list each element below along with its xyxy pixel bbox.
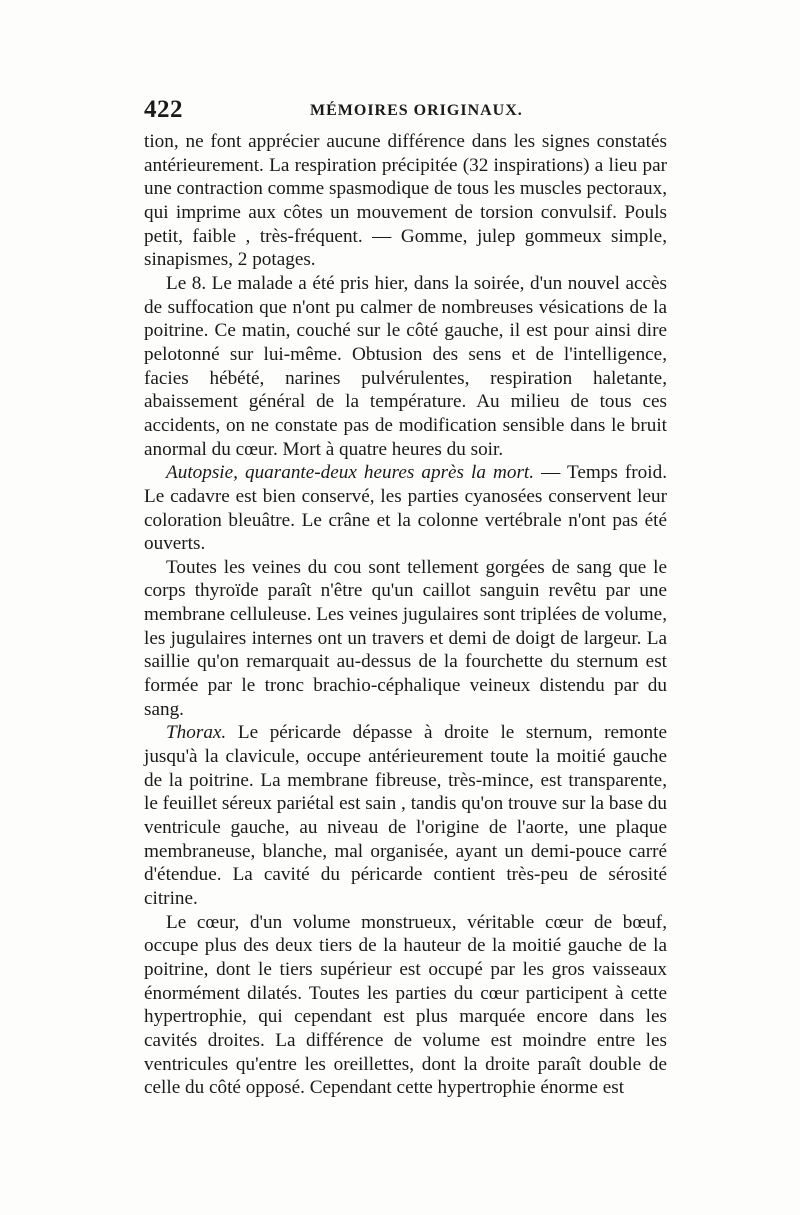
page-number: 422	[144, 96, 183, 123]
paragraph-text: Toutes les veines du cou sont tellement gorgées de sang que le corps thyroïde paraît n'être qu'un caillot sanguin revêtu par une membrane celluleuse. Les veines jugulaires sont triplées de volume, les jugulaires internes ont un travers et demi de doigt de largeur. La saillie qu'on remarquait au-dessus de la fourchette du sternum est formée par le tronc brachio-céphalique veineux distendu par du sang.	[144, 556, 667, 720]
running-head: MÉMOIRES ORIGINAUX.	[310, 102, 523, 119]
page-header	[144, 96, 664, 126]
paragraph-text: Le péricarde dépasse à droite le sternum, remonte jusqu'à la clavicule, occupe antérieurement toute la moitié gauche de la poitrine. La membrane fibreuse, très-mince, est transparente, le feuillet séreux pariétal est sain , tandis qu'on trouve sur la base du ventricule gauche, au niveau de l'origine de l'aorte, une plaque membraneuse, blanche, mal organisée, ayant un demi-pouce carré d'étendue. La cavité du péricarde contient très-peu de sérosité citrine.	[144, 722, 667, 909]
paragraph-text: Le 8. Le malade a été pris hier, dans la soirée, d'un nouvel accès de suffocation que n'ont pu calmer de nombreuses vésications de la poitrine. Ce matin, couché sur le côté gauche, il est pour ainsi dire pelotonné sur lui-même. Obtusion des sens et de l'intelligence, facies hébété, narines pulvérulentes, respiration haletante, abaissement général de la température. Au milieu de tous ces accidents, on ne constate pas de modification sensible dans le bruit anormal du cœur. Mort à quatre heures du soir.	[144, 272, 667, 460]
paragraph	[144, 130, 667, 272]
paragraph	[144, 272, 667, 461]
paragraph	[144, 556, 667, 722]
paragraph	[144, 461, 667, 556]
paragraph-text: Le cœur, d'un volume monstrueux, véritable cœur de bœuf, occupe plus des deux tiers de la hauteur de la moitié gauche de la poitrine, dont le tiers supérieur est occupé par les gros vaisseaux énormément dilatés. Toutes les parties du cœur participent à cette hypertrophie, qui cependant est plus marquée encore dans les cavités droites. La différence de volume est moindre entre les ventricules qu'entre les oreillettes, dont la droite paraît double de celle du côté opposé. Cependant cette hypertrophie énorme est	[144, 911, 667, 1099]
paragraph-lead: Autopsie, quarante-deux heures après la mort.	[166, 462, 535, 484]
paragraph-lead: Thorax.	[166, 722, 227, 744]
body-text	[144, 130, 667, 1100]
paragraph-text: tion, ne font apprécier aucune différence dans les signes constatés antérieurement. La respiration précipitée (32 inspirations) a lieu par une contraction comme spasmodique de tous les muscles pectoraux, qui imprime aux côtes un mouvement de torsion convulsif. Pouls petit, faible , très-fréquent. — Gomme, julep gommeux simple, sinapismes, 2 potages.	[144, 131, 667, 271]
paragraph	[144, 911, 667, 1100]
paragraph	[144, 721, 667, 910]
paragraph-text: — Temps froid. Le cadavre est bien conservé, les parties cyanosées conservent leur coloration bleuâtre. Le crâne et la colonne vertébrale n'ont pas été ouverts.	[144, 462, 667, 555]
